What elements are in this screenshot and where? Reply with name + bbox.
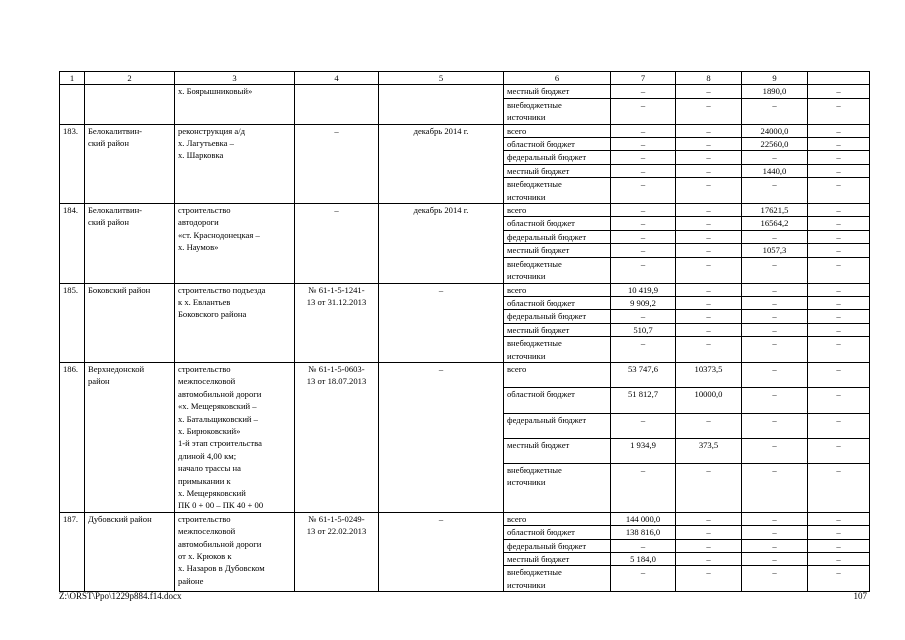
budget-table <box>59 71 870 592</box>
funding-source: всего <box>504 512 611 525</box>
value-col-10: – <box>808 244 870 257</box>
value-col-10: – <box>808 413 870 438</box>
value-col-9: – <box>742 257 808 283</box>
page-number: 107 <box>853 591 867 601</box>
item-number: 185. <box>60 283 85 362</box>
district-name: Белокалитвин- ский район <box>85 124 175 203</box>
value-col-8: – <box>676 296 742 309</box>
value-col-9: – <box>742 539 808 552</box>
funding-source: всего <box>504 124 611 137</box>
value-col-8: – <box>676 244 742 257</box>
object-description: строительство подъезда к х. Евлантьев Боковского района <box>175 283 295 362</box>
value-col-9: – <box>742 283 808 296</box>
value-col-7: – <box>611 124 676 137</box>
value-col-9: – <box>742 512 808 525</box>
value-col-9: 1890,0 <box>742 85 808 98</box>
funding-source: внебюджетные источники <box>504 566 611 592</box>
header-cell: 4 <box>295 72 379 85</box>
object-description: строительство межпоселковой автомобильной дороги от х. Крюков к х. Назаров в Дубовском районе <box>175 512 295 591</box>
header-cell: 7 <box>611 72 676 85</box>
value-col-7: 53 747,6 <box>611 362 676 387</box>
district-name: Верхнедонской район <box>85 362 175 512</box>
value-col-8: – <box>676 98 742 124</box>
document-reference: – <box>295 124 379 203</box>
value-col-7: – <box>611 85 676 98</box>
header-cell <box>808 72 870 85</box>
table-row <box>60 124 870 137</box>
table-row <box>60 204 870 217</box>
district-name: Дубовский район <box>85 512 175 591</box>
value-col-10: – <box>808 217 870 230</box>
value-col-8: – <box>676 283 742 296</box>
funding-source: всего <box>504 204 611 217</box>
value-col-8: – <box>676 464 742 513</box>
funding-source: областной бюджет <box>504 296 611 309</box>
funding-source: всего <box>504 362 611 387</box>
value-col-8: – <box>676 204 742 217</box>
value-col-8: 373,5 <box>676 438 742 463</box>
document-reference: – <box>295 204 379 283</box>
funding-source: местный бюджет <box>504 553 611 566</box>
value-col-7: – <box>611 138 676 151</box>
value-col-8: 10373,5 <box>676 362 742 387</box>
object-description: строительство автодороги «ст. Краснодонецкая – х. Наумов» <box>175 204 295 283</box>
value-col-7: 510,7 <box>611 323 676 336</box>
file-path: Z:\ORST\Ppo\1229p884.f14.docx <box>59 591 182 601</box>
value-col-9: – <box>742 362 808 387</box>
value-col-10: – <box>808 138 870 151</box>
value-col-10: – <box>808 204 870 217</box>
value-col-10: – <box>808 337 870 363</box>
value-col-7: – <box>611 151 676 164</box>
value-col-10: – <box>808 526 870 539</box>
document-reference: № 61-1-5-0603- 13 от 18.07.2013 <box>295 362 379 512</box>
value-col-7: – <box>611 539 676 552</box>
value-col-7: – <box>611 164 676 177</box>
value-col-9: – <box>742 388 808 413</box>
value-col-10: – <box>808 283 870 296</box>
value-col-9: – <box>742 98 808 124</box>
funding-source: федеральный бюджет <box>504 310 611 323</box>
value-col-9: – <box>742 230 808 243</box>
funding-source: местный бюджет <box>504 244 611 257</box>
funding-source: внебюджетные источники <box>504 337 611 363</box>
value-col-10: – <box>808 539 870 552</box>
completion-term <box>379 85 504 124</box>
funding-source: местный бюджет <box>504 164 611 177</box>
value-col-10: – <box>808 98 870 124</box>
value-col-9: – <box>742 553 808 566</box>
value-col-8: – <box>676 124 742 137</box>
value-col-8: – <box>676 164 742 177</box>
object-description: строительство межпоселковой автомобильной дороги «х. Мещеряковский – х. Батальщиковский – х. Бирюковский» 1-й этап строительства длиной 4,00 км; начало трассы на примыкании к х. Мещеряковский ПК 0 + 00 – ПК 40 + 00 <box>175 362 295 512</box>
value-col-7: – <box>611 257 676 283</box>
value-col-10: – <box>808 323 870 336</box>
value-col-10: – <box>808 296 870 309</box>
funding-source: федеральный бюджет <box>504 151 611 164</box>
item-number: 186. <box>60 362 85 512</box>
funding-source: внебюджетные источники <box>504 257 611 283</box>
completion-term: – <box>379 362 504 512</box>
funding-source: местный бюджет <box>504 438 611 463</box>
funding-source: федеральный бюджет <box>504 230 611 243</box>
district-name: Белокалитвин- ский район <box>85 204 175 283</box>
value-col-10: – <box>808 438 870 463</box>
value-col-7: – <box>611 566 676 592</box>
value-col-9: – <box>742 438 808 463</box>
value-col-10: – <box>808 362 870 387</box>
item-number: 187. <box>60 512 85 591</box>
value-col-10: – <box>808 388 870 413</box>
funding-source: федеральный бюджет <box>504 539 611 552</box>
value-col-7: 10 419,9 <box>611 283 676 296</box>
value-col-9: 1440,0 <box>742 164 808 177</box>
value-col-9: – <box>742 151 808 164</box>
value-col-7: 144 000,0 <box>611 512 676 525</box>
funding-source: областной бюджет <box>504 217 611 230</box>
value-col-7: – <box>611 178 676 204</box>
funding-source: местный бюджет <box>504 323 611 336</box>
value-col-9: – <box>742 310 808 323</box>
value-col-9: – <box>742 413 808 438</box>
header-cell: 5 <box>379 72 504 85</box>
value-col-9: – <box>742 464 808 513</box>
value-col-7: – <box>611 217 676 230</box>
value-col-8: – <box>676 413 742 438</box>
value-col-8: – <box>676 566 742 592</box>
item-number: 183. <box>60 124 85 203</box>
value-col-7: 9 909,2 <box>611 296 676 309</box>
value-col-9: – <box>742 337 808 363</box>
value-col-8: – <box>676 138 742 151</box>
value-col-8: – <box>676 151 742 164</box>
funding-source: внебюджетные источники <box>504 178 611 204</box>
value-col-7: – <box>611 204 676 217</box>
value-col-8: – <box>676 337 742 363</box>
document-reference <box>295 85 379 124</box>
header-cell: 8 <box>676 72 742 85</box>
value-col-7: – <box>611 464 676 513</box>
value-col-10: – <box>808 512 870 525</box>
completion-term: декабрь 2014 г. <box>379 204 504 283</box>
header-cell: 9 <box>742 72 808 85</box>
completion-term: декабрь 2014 г. <box>379 124 504 203</box>
funding-source: областной бюджет <box>504 388 611 413</box>
value-col-9: 17621,5 <box>742 204 808 217</box>
value-col-7: – <box>611 98 676 124</box>
document-reference: № 61-1-5-1241- 13 от 31.12.2013 <box>295 283 379 362</box>
value-col-10: – <box>808 310 870 323</box>
value-col-10: – <box>808 151 870 164</box>
value-col-8: – <box>676 217 742 230</box>
value-col-9: – <box>742 178 808 204</box>
header-cell: 6 <box>504 72 611 85</box>
value-col-9: – <box>742 566 808 592</box>
value-col-9: 22560,0 <box>742 138 808 151</box>
document-reference: № 61-1-5-0249- 13 от 22.02.2013 <box>295 512 379 591</box>
value-col-7: 5 184,0 <box>611 553 676 566</box>
value-col-8: – <box>676 512 742 525</box>
value-col-10: – <box>808 85 870 98</box>
value-col-7: 51 812,7 <box>611 388 676 413</box>
value-col-9: – <box>742 526 808 539</box>
funding-source: всего <box>504 283 611 296</box>
value-col-8: – <box>676 178 742 204</box>
value-col-8: – <box>676 526 742 539</box>
value-col-9: 16564,2 <box>742 217 808 230</box>
object-description: х. Боярышниковый» <box>175 85 295 124</box>
value-col-7: – <box>611 413 676 438</box>
funding-source: областной бюджет <box>504 526 611 539</box>
district-name: Боковский район <box>85 283 175 362</box>
value-col-10: – <box>808 464 870 513</box>
funding-source: федеральный бюджет <box>504 413 611 438</box>
value-col-9: 1057,3 <box>742 244 808 257</box>
value-col-10: – <box>808 553 870 566</box>
table-row <box>60 85 870 98</box>
funding-source: внебюджетные источники <box>504 464 611 513</box>
value-col-10: – <box>808 178 870 204</box>
header-cell: 3 <box>175 72 295 85</box>
value-col-8: – <box>676 323 742 336</box>
value-col-8: 10000,0 <box>676 388 742 413</box>
value-col-7: – <box>611 310 676 323</box>
funding-source: внебюджетные источники <box>504 98 611 124</box>
value-col-10: – <box>808 566 870 592</box>
value-col-10: – <box>808 164 870 177</box>
district-name <box>85 85 175 124</box>
value-col-9: 24000,0 <box>742 124 808 137</box>
value-col-8: – <box>676 553 742 566</box>
value-col-7: – <box>611 244 676 257</box>
object-description: реконструкция а/д х. Лагутьевка – х. Шарковка <box>175 124 295 203</box>
funding-source: областной бюджет <box>504 138 611 151</box>
completion-term: – <box>379 283 504 362</box>
value-col-7: 1 934,9 <box>611 438 676 463</box>
table-header-row <box>60 72 870 85</box>
value-col-10: – <box>808 124 870 137</box>
completion-term: – <box>379 512 504 591</box>
value-col-7: 138 816,0 <box>611 526 676 539</box>
value-col-8: – <box>676 85 742 98</box>
value-col-8: – <box>676 310 742 323</box>
value-col-10: – <box>808 257 870 283</box>
table-row <box>60 512 870 525</box>
table-row <box>60 362 870 387</box>
value-col-10: – <box>808 230 870 243</box>
value-col-8: – <box>676 230 742 243</box>
value-col-7: – <box>611 337 676 363</box>
item-number <box>60 85 85 124</box>
value-col-7: – <box>611 230 676 243</box>
value-col-8: – <box>676 539 742 552</box>
header-cell: 2 <box>85 72 175 85</box>
header-cell: 1 <box>60 72 85 85</box>
value-col-9: – <box>742 323 808 336</box>
table-row <box>60 283 870 296</box>
value-col-8: – <box>676 257 742 283</box>
value-col-9: – <box>742 296 808 309</box>
item-number: 184. <box>60 204 85 283</box>
funding-source: местный бюджет <box>504 85 611 98</box>
